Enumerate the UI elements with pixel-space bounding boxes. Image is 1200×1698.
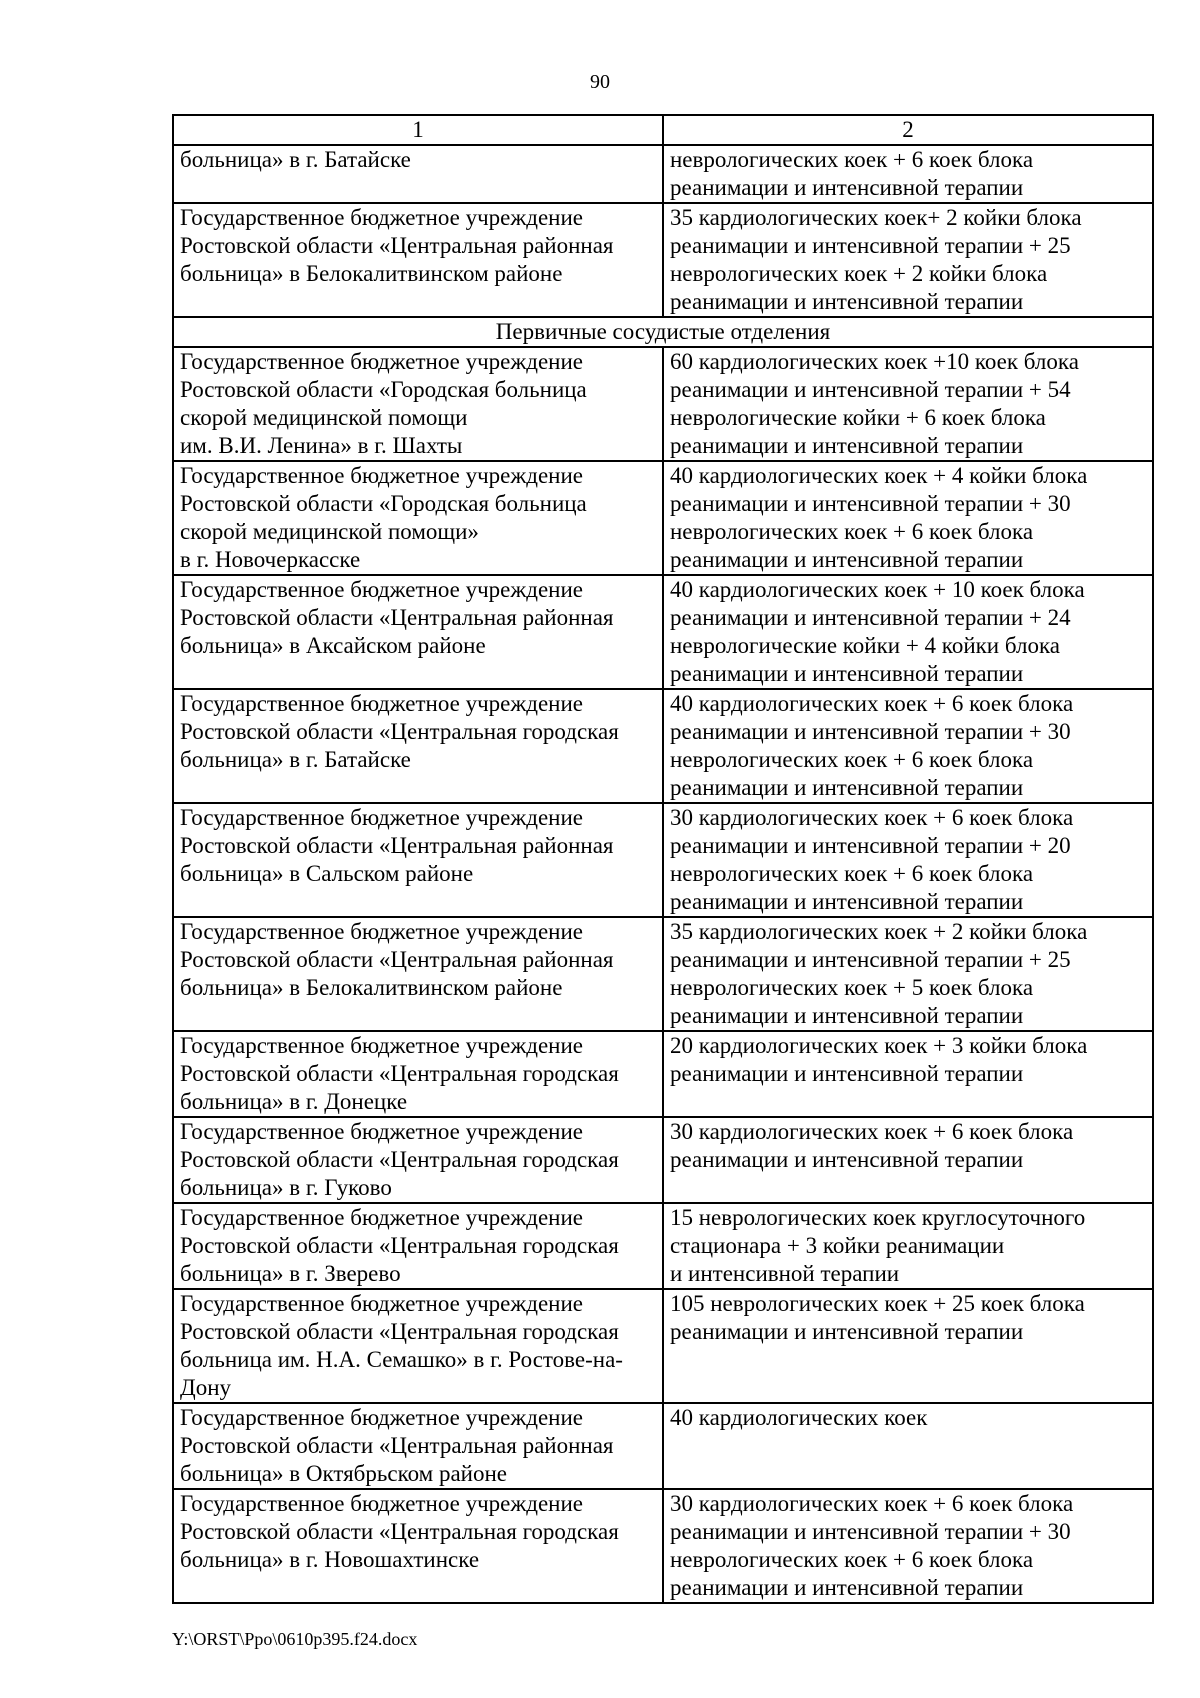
institution-cell: Государственное бюджетное учреждение Ростовской области «Центральная районная больница» в Белокалитвинском районе — [173, 203, 663, 317]
beds-cell: 40 кардиологических коек — [663, 1403, 1153, 1489]
table-row — [173, 803, 1153, 917]
table-row — [173, 1403, 1153, 1489]
beds-cell: 30 кардиологических коек + 6 коек блока реанимации и интенсивной терапии — [663, 1117, 1153, 1203]
table-header-row — [173, 115, 1153, 145]
column-header-2: 2 — [663, 115, 1153, 145]
beds-cell: 30 кардиологических коек + 6 коек блока реанимации и интенсивной терапии + 20 неврологических коек + 6 коек блока реанимации и интенсивной терапии — [663, 803, 1153, 917]
institution-cell: Государственное бюджетное учреждение Ростовской области «Центральная районная больница» в Белокалитвинском районе — [173, 917, 663, 1031]
beds-cell: 40 кардиологических коек + 10 коек блока реанимации и интенсивной терапии + 24 неврологические койки + 4 койки блока реанимации и интенсивной терапии — [663, 575, 1153, 689]
table-row — [173, 1031, 1153, 1117]
institution-cell: Государственное бюджетное учреждение Ростовской области «Центральная районная больница» в Октябрьском районе — [173, 1403, 663, 1489]
table-row — [173, 461, 1153, 575]
facilities-table — [172, 114, 1154, 1604]
table-row — [173, 1289, 1153, 1403]
beds-cell: 40 кардиологических коек + 4 койки блока реанимации и интенсивной терапии + 30 неврологических коек + 6 коек блока реанимации и интенсивной терапии — [663, 461, 1153, 575]
section-title: Первичные сосудистые отделения — [173, 317, 1153, 347]
beds-cell: 60 кардиологических коек +10 коек блока реанимации и интенсивной терапии + 54 неврологические койки + 6 коек блока реанимации и интенсивной терапии — [663, 347, 1153, 461]
institution-cell: Государственное бюджетное учреждение Ростовской области «Центральная городская больница» в г. Зверево — [173, 1203, 663, 1289]
column-header-1: 1 — [173, 115, 663, 145]
beds-cell: 105 неврологических коек + 25 коек блока реанимации и интенсивной терапии — [663, 1289, 1153, 1403]
section-header-row — [173, 317, 1153, 347]
beds-cell: 35 кардиологических коек+ 2 койки блока реанимации и интенсивной терапии + 25 неврологических коек + 2 койки блока реанимации и интенсивной терапии — [663, 203, 1153, 317]
table-row — [173, 1489, 1153, 1603]
institution-cell: Государственное бюджетное учреждение Ростовской области «Центральная городская больница» в г. Батайске — [173, 689, 663, 803]
beds-cell: неврологических коек + 6 коек блока реанимации и интенсивной терапии — [663, 145, 1153, 203]
table-row — [173, 917, 1153, 1031]
table-row — [173, 145, 1153, 203]
institution-cell: Государственное бюджетное учреждение Ростовской области «Городская больница скорой медицинской помощи им. В.И. Ленина» в г. Шахты — [173, 347, 663, 461]
table-row — [173, 1203, 1153, 1289]
beds-cell: 30 кардиологических коек + 6 коек блока реанимации и интенсивной терапии + 30 неврологических коек + 6 коек блока реанимации и интенсивной терапии — [663, 1489, 1153, 1603]
beds-cell: 20 кардиологических коек + 3 койки блока реанимации и интенсивной терапии — [663, 1031, 1153, 1117]
beds-cell: 35 кардиологических коек + 2 койки блока реанимации и интенсивной терапии + 25 неврологических коек + 5 коек блока реанимации и интенсивной терапии — [663, 917, 1153, 1031]
institution-cell: Государственное бюджетное учреждение Ростовской области «Центральная городская больница» в г. Новошахтинске — [173, 1489, 663, 1603]
institution-cell: больница» в г. Батайске — [173, 145, 663, 203]
footer-file-path: Y:\ORST\Ppo\0610p395.f24.docx — [172, 1629, 418, 1649]
table-row — [173, 1117, 1153, 1203]
institution-cell: Государственное бюджетное учреждение Ростовской области «Центральная городская больница» в г. Гуково — [173, 1117, 663, 1203]
table-row — [173, 347, 1153, 461]
table-row — [173, 575, 1153, 689]
beds-cell: 40 кардиологических коек + 6 коек блока реанимации и интенсивной терапии + 30 неврологических коек + 6 коек блока реанимации и интенсивной терапии — [663, 689, 1153, 803]
institution-cell: Государственное бюджетное учреждение Ростовской области «Городская больница скорой медицинской помощи» в г. Новочеркасске — [173, 461, 663, 575]
page-number: 90 — [590, 71, 610, 93]
table-row — [173, 203, 1153, 317]
institution-cell: Государственное бюджетное учреждение Ростовской области «Центральная городская больница им. Н.А. Семашко» в г. Ростове-на- Дону — [173, 1289, 663, 1403]
institution-cell: Государственное бюджетное учреждение Ростовской области «Центральная районная больница» в Аксайском районе — [173, 575, 663, 689]
beds-cell: 15 неврологических коек круглосуточного стационара + 3 койки реанимации и интенсивной терапии — [663, 1203, 1153, 1289]
institution-cell: Государственное бюджетное учреждение Ростовской области «Центральная районная больница» в Сальском районе — [173, 803, 663, 917]
table-row — [173, 689, 1153, 803]
institution-cell: Государственное бюджетное учреждение Ростовской области «Центральная городская больница» в г. Донецке — [173, 1031, 663, 1117]
